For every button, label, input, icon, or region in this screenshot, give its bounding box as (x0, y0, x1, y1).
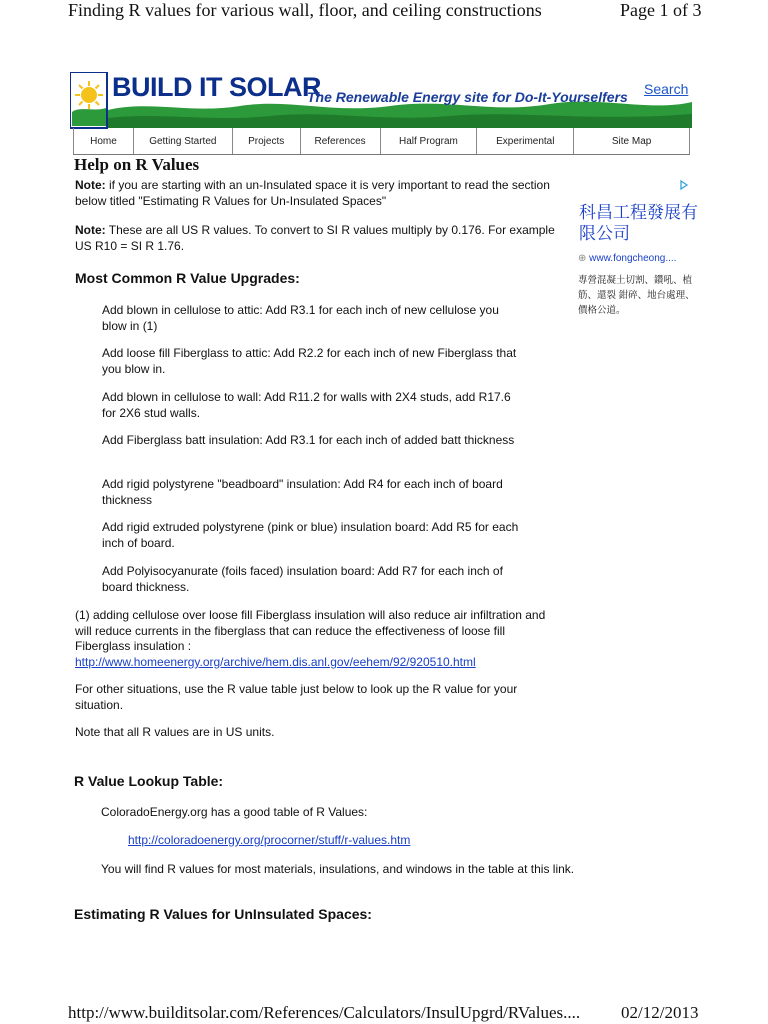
upgrades-heading: Most Common R Value Upgrades: (75, 270, 300, 286)
footnote-text: (1) adding cellulose over loose fill Fiberglass insulation will also reduce air infiltration and will reduce currents in the fiberglass that can reduce the effectiveness of loose fill Fiberglass insulation : (75, 608, 546, 654)
nav-home[interactable]: Home (73, 128, 133, 154)
adchoices-icon[interactable] (679, 180, 689, 190)
note-label: Note: (75, 178, 106, 192)
globe-icon: ⊕ (578, 253, 587, 264)
ad-title[interactable]: 科昌工程發展有限公司 (579, 203, 698, 243)
nav-getting-started[interactable]: Getting Started (133, 128, 232, 154)
nav-site-map[interactable]: Site Map (573, 128, 690, 154)
ad-url[interactable] (578, 253, 676, 264)
upgrade-item: Add Fiberglass batt insulation: Add R3.1 for each inch of added batt thickness (102, 433, 515, 447)
upgrade-item: Add blown in cellulose to wall: Add R11.2 for walls with 2X4 studs, add R17.6 for 2X6 stud walls. (102, 390, 511, 420)
lookup-heading: R Value Lookup Table: (74, 773, 224, 789)
nav-experimental[interactable]: Experimental (476, 128, 573, 154)
note-si-conversion (75, 223, 555, 254)
ad-url-text: www.fongcheong.... (589, 253, 677, 264)
print-header-title: Finding R values for various wall, floor, and ceiling constructions (68, 0, 542, 20)
homeenergy-link[interactable]: http://www.homeenergy.org/archive/hem.dis.anl.gov/eehem/92/920510.html (75, 654, 476, 669)
ad-description: 專營混凝土切割、鑽吼、植筋、還裂 鉗碎、地台處理、價格公道。 (578, 275, 695, 316)
lookup-after: You will find R values for most materials, insulations, and windows in the table at this link. (101, 862, 575, 876)
units-note: Note that all R values are in US units. (75, 725, 275, 739)
upgrade-item: Add Polyisocyanurate (foils faced) insulation board: Add R7 for each inch of board thickness. (102, 564, 503, 594)
print-footer-date: 02/12/2013 (621, 1003, 699, 1022)
nav-references[interactable]: References (300, 128, 380, 154)
print-footer-url: http://www.builditsolar.com/References/Calculators/InsulUpgrd/RValues.... (68, 1003, 581, 1022)
upgrade-item: Add blown in cellulose to attic: Add R3.1 for each inch of new cellulose you blow in (1) (102, 303, 499, 333)
sun-icon (74, 80, 104, 110)
note-text: if you are starting with an un-Insulated space it is very important to read the section below titled "Estimating R Values for Un-Insulated Spaces" (75, 178, 550, 208)
coloradoenergy-link[interactable]: http://coloradoenergy.org/procorner/stuff/r-values.htm (128, 833, 411, 847)
uninsulated-heading: Estimating R Values for UnInsulated Spaces: (74, 906, 372, 922)
nav-half-program[interactable]: Half Program (380, 128, 477, 154)
nav-projects[interactable]: Projects (232, 128, 300, 154)
site-logo[interactable]: BUILD IT SOLAR (112, 72, 321, 102)
upgrade-item: Add rigid extruded polystyrene (pink or blue) insulation board: Add R5 for each inch of board. (102, 520, 519, 550)
upgrade-item: Add loose fill Fiberglass to attic: Add R2.2 for each inch of new Fiberglass that you blow in. (102, 346, 517, 376)
page-title: Help on R Values (74, 155, 200, 174)
print-page-number: Page 1 of 3 (620, 0, 702, 20)
main-nav (73, 128, 690, 155)
note-uninsulated (75, 178, 555, 209)
search-link[interactable]: Search (644, 81, 689, 97)
lookup-intro: ColoradoEnergy.org has a good table of R Values: (101, 805, 368, 819)
upgrade-item: Add rigid polystyrene "beadboard" insulation: Add R4 for each inch of board thickness (102, 477, 503, 507)
note-label: Note: (75, 223, 106, 237)
site-tagline: The Renewable Energy site for Do-It-Yourselfers (307, 89, 628, 105)
other-situations-text: For other situations, use the R value table just below to look up the R value for your situation. (75, 682, 518, 712)
note-text: These are all US R values. To convert to SI R values multiply by 0.176. For example US R10 = SI R 1.76. (75, 223, 555, 253)
footnote (75, 608, 557, 670)
